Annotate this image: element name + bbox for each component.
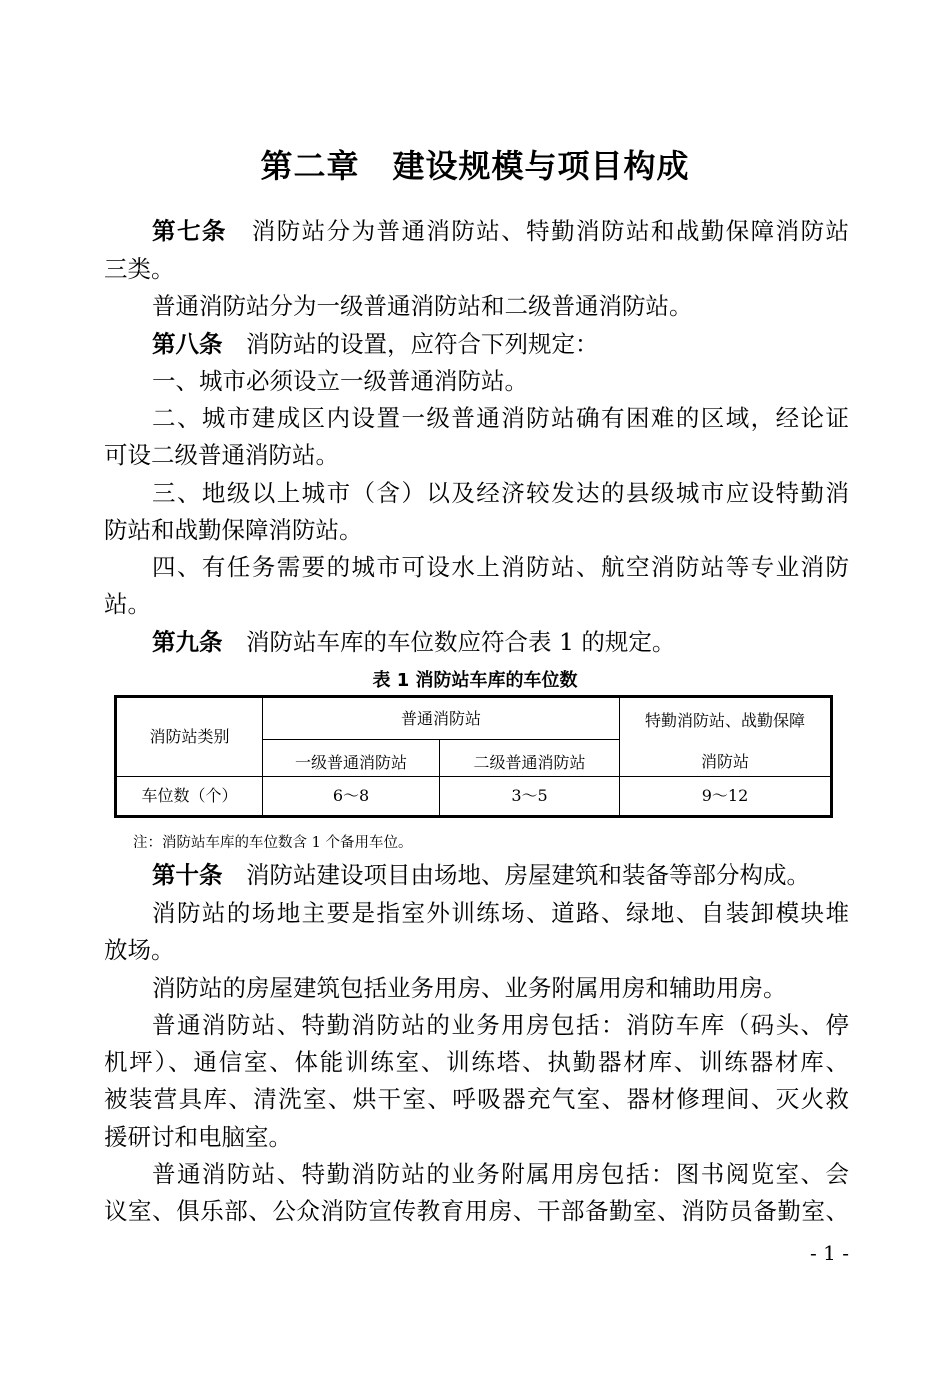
paragraph-line: 普通消防站、特勤消防站的业务附属用房包括：图书阅览室、会 (152, 1160, 849, 1188)
paragraph-article-7-line-1 (152, 214, 849, 248)
paragraph-line: 机坪）、通信室、体能训练室、训练塔、执勤器材库、训练器材库、 (104, 1048, 849, 1076)
table-cell-special: 9～12 (701, 786, 749, 805)
paragraph-line: 普通消防站、特勤消防站的业务用房包括：消防车库（码头、停 (152, 1011, 849, 1039)
paragraph-line: 三、地级以上城市（含）以及经济较发达的县级城市应设特勤消 (152, 479, 849, 507)
paragraph-line: 二、城市建成区内设置一级普通消防站确有困难的区域，经论证 (152, 404, 849, 432)
table-header-ordinary: 普通消防站 (400, 708, 481, 728)
paragraph-article-10-line-1 (152, 858, 849, 892)
article-number: 第九条 (152, 628, 223, 656)
paragraph-line: 议室、俱乐部、公众消防宣传教育用房、干部备勤室、消防员备勤室、 (104, 1197, 849, 1225)
paragraph-article-9-line-1 (152, 625, 849, 659)
table-row-label: 车位数（个） (141, 786, 238, 805)
paragraph-line: 放场。 (104, 936, 175, 964)
table-header-level2: 二级普通消防站 (473, 752, 586, 772)
paragraph-line: 可设二级普通消防站。 (104, 441, 339, 469)
paragraph-line: 普通消防站分为一级普通消防站和二级普通消防站。 (152, 292, 693, 320)
article-number: 第七条 (152, 217, 227, 245)
text-line: 消防站的设置，应符合下列规定： (222, 330, 599, 358)
table-cell-level2: 3～5 (511, 786, 548, 805)
paragraph-line: 援研讨和电脑室。 (104, 1123, 292, 1151)
article-number: 第十条 (152, 861, 223, 889)
table-note: 注：消防站车库的车位数含 1 个备用车位。 (133, 835, 413, 851)
article-number: 第八条 (152, 330, 223, 358)
paragraph-line: 消防站的房屋建筑包括业务用房、业务附属用房和辅助用房。 (152, 974, 787, 1002)
paragraph-line: 防站和战勤保障消防站。 (104, 516, 363, 544)
table-rule (262, 739, 619, 740)
table-caption: 表 1 消防站车库的车位数 (372, 670, 578, 691)
table-cell-level1: 6～8 (332, 786, 370, 805)
paragraph-article-8-line-1 (152, 327, 849, 361)
text-line: 消防站分为普通消防站、特勤消防站和战勤保障消防站 (226, 217, 850, 245)
paragraph-line: 一、城市必须设立一级普通消防站。 (152, 367, 528, 395)
paragraph-line: 站。 (104, 590, 151, 618)
text-line: 消防站建设项目由场地、房屋建筑和装备等部分构成。 (222, 861, 810, 889)
table-header-level1: 一级普通消防站 (294, 752, 407, 772)
page-number: - 1 - (810, 1241, 849, 1265)
paragraph-line: 消防站的场地主要是指室外训练场、道路、绿地、自装卸模块堆 (152, 899, 849, 927)
paragraph-article-7-line-2: 三类。 (104, 255, 175, 283)
table-header-special-line1: 特勤消防站、战勤保障 (644, 711, 805, 730)
paragraph-line: 被装营具库、清洗室、烘干室、呼吸器充气室、器材修理间、灭火救 (104, 1085, 849, 1113)
table-header-special-line2: 消防站 (700, 752, 749, 771)
text-line: 消防站车库的车位数应符合表 1 的规定。 (222, 628, 676, 656)
paragraph-line: 四、有任务需要的城市可设水上消防站、航空消防站等专业消防 (152, 553, 849, 581)
table-header-type: 消防站类别 (149, 727, 230, 746)
chapter-title: 第二章 建设规模与项目构成 (260, 147, 690, 185)
parking-spaces-table (114, 695, 833, 818)
